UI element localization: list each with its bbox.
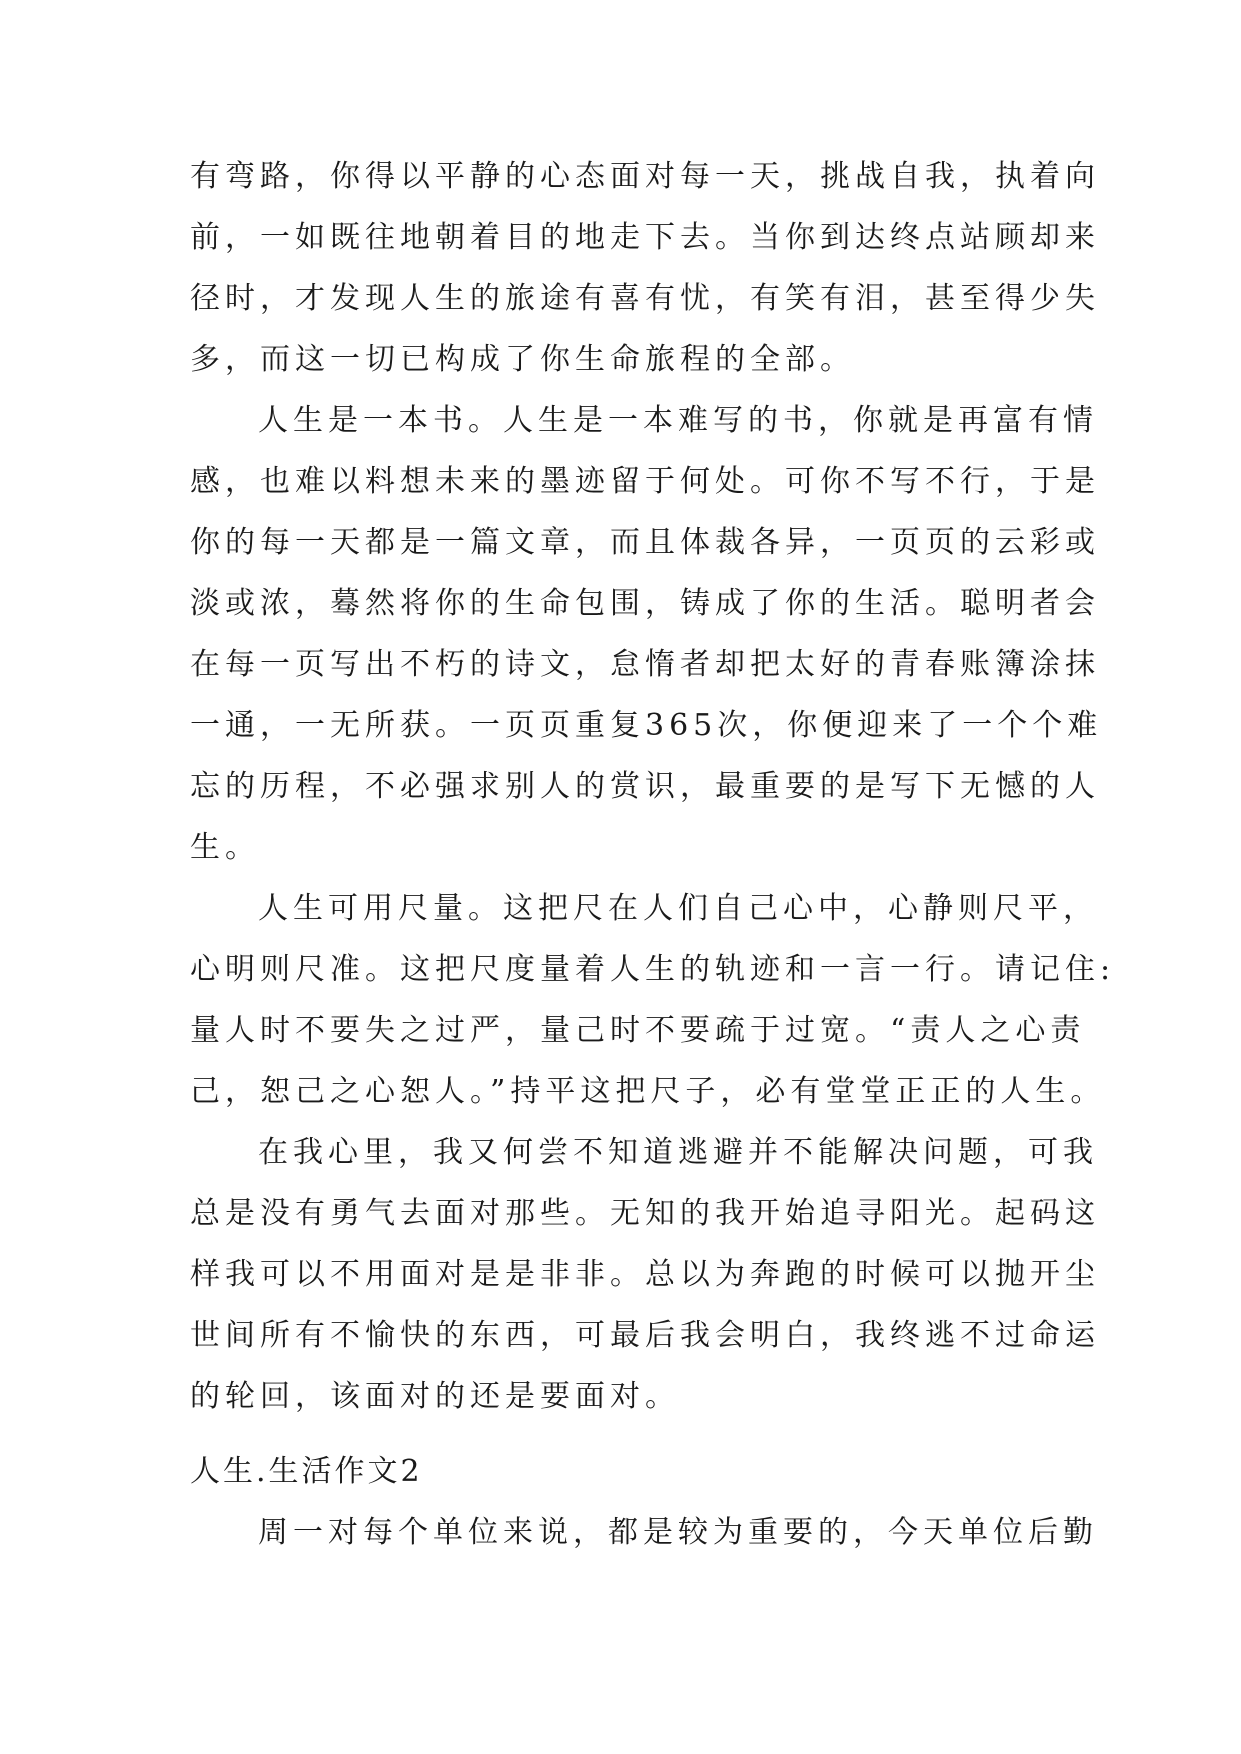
text-line: 径时，才发现人生的旅途有喜有忧，有笑有泪，甚至得少失 (190, 281, 1100, 316)
paragraph-5 (190, 1502, 1098, 1563)
text-line: 有弯路，你得以平静的心态面对每一天，挑战自我，执着向 (190, 159, 1100, 194)
text-line: 多，而这一切已构成了你生命旅程的全部。 (190, 342, 855, 377)
paragraph-1 (190, 146, 1100, 390)
text-line: 世间所有不愉快的东西，可最后我会明白，我终逃不过命运 (190, 1318, 1100, 1353)
paragraph-3 (190, 878, 1116, 1122)
text-line: 的轮回，该面对的还是要面对。 (190, 1379, 680, 1414)
text-line: 己，恕己之心恕人。”持平这把尺子，必有堂堂正正的人生。 (190, 1074, 1106, 1109)
text-line: 在每一页写出不朽的诗文，怠惰者却把太好的青春账簿涂抹 (190, 647, 1100, 682)
text-line: 总是没有勇气去面对那些。无知的我开始追寻阳光。起码这 (190, 1196, 1100, 1231)
paragraph-4 (190, 1122, 1100, 1427)
text-line: 你的每一天都是一篇文章，而且体裁各异，一页页的云彩或 (190, 525, 1100, 560)
text-line: 在我心里，我又何尝不知道逃避并不能解决问题，可我 (258, 1135, 1098, 1170)
text-line: 样我可以不用面对是是非非。总以为奔跑的时候可以抛开尘 (190, 1257, 1100, 1292)
text-line: 人生可用尺量。这把尺在人们自己心中，心静则尺平， (258, 891, 1098, 926)
text-line: 淡或浓，蓦然将你的生命包围，铸成了你的生活。聪明者会 (190, 586, 1100, 621)
text-line: 生。 (190, 830, 260, 865)
text-line: 心明则尺准。这把尺度量着人生的轨迹和一言一行。请记住: (190, 952, 1116, 987)
text-line: 忘的历程，不必强求别人的赏识，最重要的是写下无憾的人 (190, 769, 1100, 804)
text-line: 周一对每个单位来说，都是较为重要的，今天单位后勤 (258, 1515, 1098, 1550)
text-line: 一通，一无所获。一页页重复365次，你便迎来了一个个难 (190, 708, 1103, 743)
text-line: 量人时不要失之过严，量己时不要疏于过宽。“责人之心责 (190, 1013, 1086, 1048)
section-title: 人生.生活作文2 (190, 1454, 423, 1489)
paragraph-2 (190, 390, 1103, 878)
text-line: 人生是一本书。人生是一本难写的书，你就是再富有情 (258, 403, 1098, 438)
text-line: 感，也难以料想未来的墨迹留于何处。可你不写不行，于是 (190, 464, 1100, 499)
text-line: 前，一如既往地朝着目的地走下去。当你到达终点站顾却来 (190, 220, 1100, 255)
